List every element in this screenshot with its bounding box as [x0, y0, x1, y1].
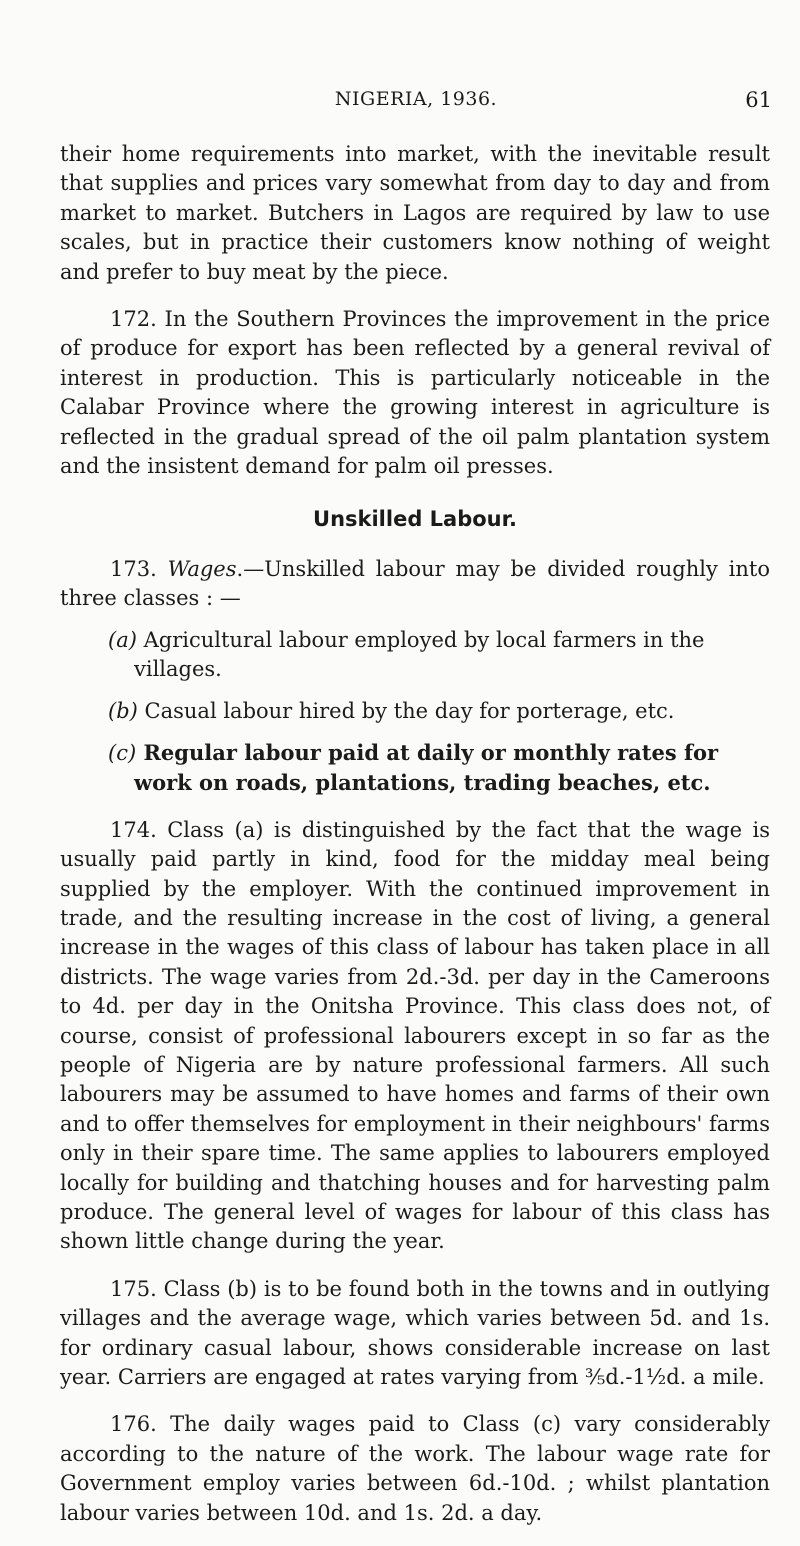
labour-classes-list: [60, 626, 770, 798]
paragraph-173-text: .—Unskilled labour may be divided roughly into three classes : —: [60, 556, 770, 611]
paragraph-continuation: their home requirements into market, with the inevitable result that supplies and prices vary somewhat from day to day and from market to market. Butchers in Lagos are required by law to use scales, but in practice their customers know nothing of weight and prefer to buy meat by the piece.: [60, 142, 770, 284]
paragraph-173: [60, 555, 770, 614]
paragraph-176: 176. The daily wages paid to Class (c) vary considerably according to the nature of the work. The labour wage rate for Government employ varies between 6d.-10d. ; whilst plantation labour varies between 10d. and 1s. 2d. a day.: [60, 1412, 770, 1525]
paragraph-172: 172. In the Southern Provinces the improvement in the price of produce for export has been reflected by a general revival of interest in production. This is particularly noticeable in the Calabar Province where the growing interest in agriculture is reflected in the gradual spread of the oil palm plantation system and the insistent demand for palm oil presses.: [60, 307, 770, 479]
paragraph-173-number: 173.: [110, 556, 157, 581]
paragraph-175: 175. Class (b) is to be found both in the towns and in outlying villages and the average wage, which varies between 5d. and 1s. for ordinary casual labour, shows considerable increase on last year. Carriers are engaged at rates varying from ⅗d.-1½d. a mile.: [60, 1276, 770, 1390]
body-text: [60, 140, 770, 1546]
running-head: NIGERIA, 1936.: [334, 88, 498, 110]
list-marker: (c): [108, 740, 137, 765]
list-item: [60, 738, 770, 798]
list-item: [60, 697, 770, 726]
paragraph-174: 174. Class (a) is distinguished by the fact that the wage is usually paid partly in kind, food for the midday meal being supplied by the employer. With the continued improvement in trade, and the resulting increase in the cost of living, a general increase in the wages of this class of labour has taken place in all districts. The wage varies from 2d.-3d. per day in the Cameroons to 4d. per day in the Onitsha Province. This class does not, of course, consist of professional labourers except in so far as the people of Nigeria are by nature professional farmers. All such labourers may be assumed to have homes and farms of their own and to offer themselves for employment in their neighbours' farms only in their spare time. The same applies to labourers employed locally for building and thatching houses and for harvesting palm produce. The general level of wages for labour of this class has shown little change during the year.: [60, 817, 770, 1254]
paragraph-173-label: Wages: [167, 556, 237, 581]
page-header: [60, 88, 772, 118]
list-marker: (b): [108, 698, 138, 723]
list-marker: (a): [108, 627, 137, 652]
section-heading: Unskilled Labour.: [313, 507, 517, 532]
list-item-text: Regular labour paid at daily or monthly rates for work on roads, plantations, trading beaches, etc.: [134, 739, 719, 796]
page-number: 61: [745, 88, 772, 112]
list-item: [60, 626, 770, 685]
list-item-text: Agricultural labour employed by local farmers in the villages.: [134, 627, 705, 682]
list-item-text: Casual labour hired by the day for porterage, etc.: [144, 698, 675, 723]
